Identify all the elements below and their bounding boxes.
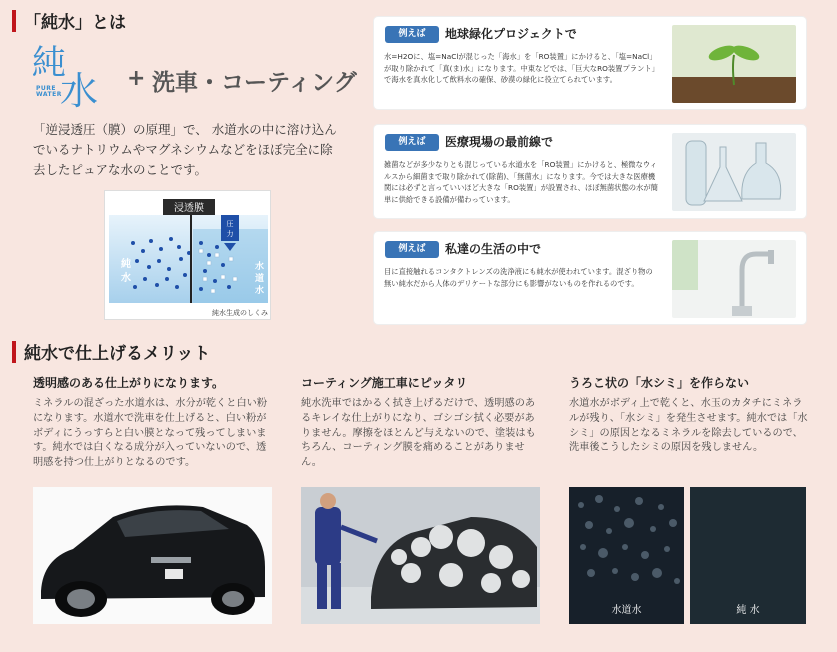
example-card-medical <box>374 125 806 218</box>
merit-title: うろこ状の「水シミ」を作らない <box>569 376 750 390</box>
heading-accent-bar <box>12 341 16 363</box>
merit-text: 純水洗車ではかるく拭き上げるだけで、透明感のあるキレイな仕上がりになり、ゴシゴシ拭く必要がありません。摩擦をほとんど与えないので、塗装はもちろん、コーティング膜を痛めることがありません。 <box>301 398 536 469</box>
pure-label-2: 水 <box>121 273 131 284</box>
tap-water-spots-photo <box>569 487 684 624</box>
pure-water-logo <box>32 42 357 113</box>
logo-wash-coating: 洗車・コーティング <box>152 70 357 96</box>
card-title: 医療現場の最前線で <box>445 135 554 149</box>
merit-text: 水道水がボディ上で乾くと、水玉のカタチにミネラルが残り、「水シミ」を発生させます。純水では「水シミ」の原因となるミネラルを除去しているので、洗車後こうしたシミの原因を残しません。 <box>569 398 808 454</box>
card-title: 私達の生活の中で <box>445 242 542 256</box>
logo-english: PURE WATER <box>36 85 62 99</box>
section-heading-text: 「純水」とは <box>24 13 126 33</box>
merit-column-water-spots <box>569 374 809 456</box>
card-text: 目に直接触れるコンタクトレンズの洗浄液にも純水が使われています。混ざり物の無い純水だから人体のデリケートな部分にも影響がないものを作れるのです。 <box>384 267 653 288</box>
diagram-caption: 純水生成のしくみ <box>212 309 268 317</box>
card-text: 水=H2Oに、塩=NaClが混じった「海水」を「RO装置」にかけると、「塩=NaCl」が取り除かれて「真(ま)水」になります。中東などでは、「巨大なRO装置プラント」で海水を真水化して飲料水の確保、砂漠の緑化に役立てられています。 <box>384 52 659 85</box>
section-heading-merits <box>12 339 210 364</box>
merit-title: コーティング施工車にピッタリ <box>301 376 468 390</box>
pure-label-1: 純 <box>121 259 131 270</box>
pure-water-clean-photo <box>690 487 806 624</box>
tap-label-2: 道 <box>255 274 265 284</box>
membrane-label: 浸透膜 <box>174 203 204 214</box>
example-tag: 例えば <box>385 26 439 43</box>
tap-label-3: 水 <box>255 286 265 296</box>
seedling-photo <box>672 25 796 103</box>
example-card-daily-life <box>374 232 806 324</box>
card-text: 雑菌などが多少なりとも混じっている水道水を「RO装置」にかけると、極微なウィルスから細菌まで取り除かれて(除菌)、「無菌水」になります。今では大きな医療機関には必ずと言っていいほど大きな「RO装置」が設置され、ほぼ無菌状態の水が簡単に供給できる設備が備わっています。 <box>384 160 658 205</box>
faucet-photo <box>672 240 796 318</box>
example-tag: 例えば <box>385 134 439 151</box>
merit-column-coating <box>301 374 541 471</box>
section-heading-text: 純水で仕上げるメリット <box>24 344 211 364</box>
pure-water-label: 純 水 <box>736 605 760 616</box>
logo-kanji-sui: 水 <box>60 69 99 113</box>
merit-title: 透明感のある仕上がりになります。 <box>33 376 225 390</box>
lab-glassware-photo <box>672 133 796 211</box>
section-heading-what-is-pure-water <box>12 8 126 33</box>
example-tag: 例えば <box>385 241 439 258</box>
tap-label-1: 水 <box>255 262 265 272</box>
heading-accent-bar <box>12 10 16 32</box>
example-card-greening <box>374 17 806 109</box>
pressure-label-2: 力 <box>226 230 234 238</box>
intro-text: 「逆浸透圧（膜）の原理」で、 水道水の中に溶け込んでいるナトリウムやマグネシウムなどをほぼ完全に除去したピュアな水のことです。 <box>33 122 337 177</box>
black-car-photo <box>33 487 272 624</box>
merit-column-transparency <box>33 374 273 471</box>
logo-plus: + <box>127 66 146 91</box>
merit-text: ミネラルの混ざった水道水は、水分が乾くと白い粉になります。水道水で洗車を仕上げると、白い粉がボディにうっすらと白い膜となって残ってしまいます。純水では白くなる成分が入っていないので、透明感を持つ仕上がりとなるのです。 <box>33 398 268 469</box>
pressure-label-1: 圧 <box>226 220 234 228</box>
card-title: 地球緑化プロジェクトで <box>445 27 577 41</box>
car-washing-photo <box>301 487 540 624</box>
logo-kanji-jun: 純 <box>32 43 66 83</box>
tap-water-label: 水道水 <box>611 605 642 616</box>
osmosis-diagram <box>104 190 271 320</box>
